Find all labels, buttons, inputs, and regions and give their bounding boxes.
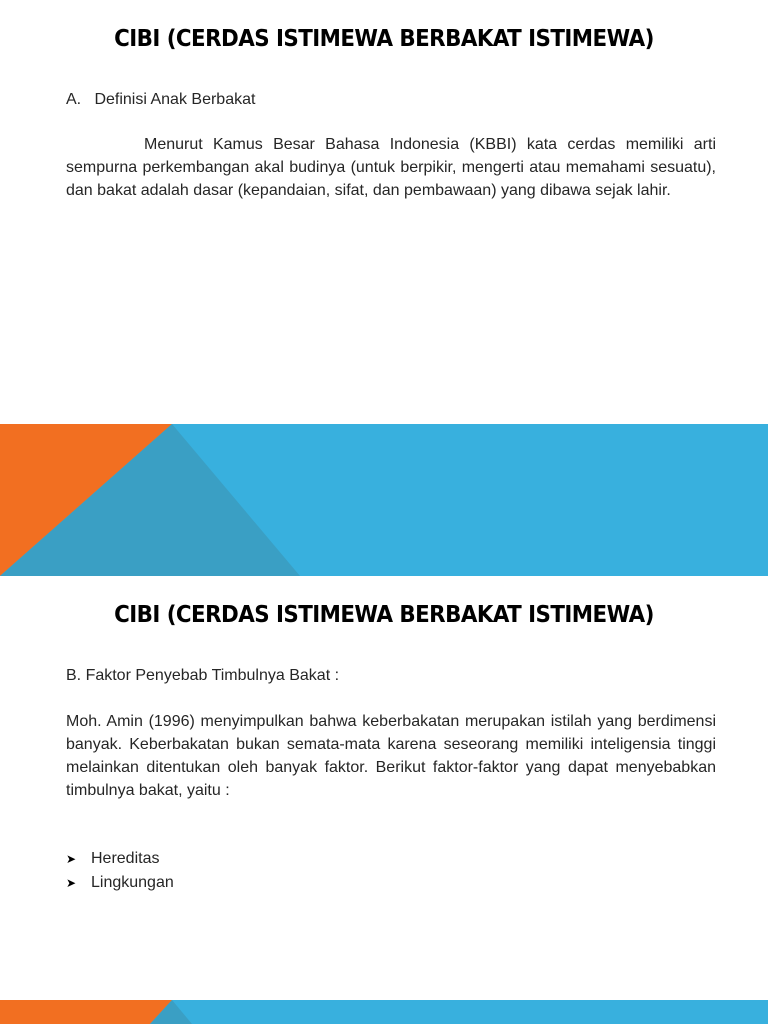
arrowhead-bullet-icon: ➤ [66,852,77,866]
slide-1 [0,0,768,424]
slide-title: CIBI (CERDAS ISTIMEWA BERBAKAT ISTIMEWA) [114,26,654,52]
section-heading: B. Faktor Penyebab Timbulnya Bakat : [66,667,340,684]
decorative-band-bottom [0,1000,768,1024]
slide-title: CIBI (CERDAS ISTIMEWA BERBAKAT ISTIMEWA) [114,602,654,628]
arrowhead-bullet-icon: ➤ [66,876,77,890]
slide-2 [0,576,768,1000]
list-item [66,847,174,871]
list-item [66,871,174,895]
decorative-band [0,424,768,576]
list-item-label: Hereditas [91,850,160,867]
factor-list [66,847,174,895]
definition-paragraph: Menurut Kamus Besar Bahasa Indonesia (KBBI) kata cerdas memiliki arti sempurna perkembangan akal budinya (untuk berpikir, mengerti atau memahami sesuatu), dan bakat adalah dasar (kepandaian, sifat, dan pembawaan) yang dibawa sejak lahir. [66,136,716,199]
section-heading: A. Definisi Anak Berbakat [66,91,256,108]
list-item-label: Lingkungan [91,874,174,891]
factors-paragraph: Moh. Amin (1996) menyimpulkan bahwa keberbakatan merupakan istilah yang berdimensi banyak. Keberbakatan bukan semata-mata karena seseorang memiliki inteligensia tinggi melainkan ditentukan oleh banyak faktor. Berikut faktor-faktor yang dapat menyebabkan timbulnya bakat, yaitu : [66,713,716,799]
